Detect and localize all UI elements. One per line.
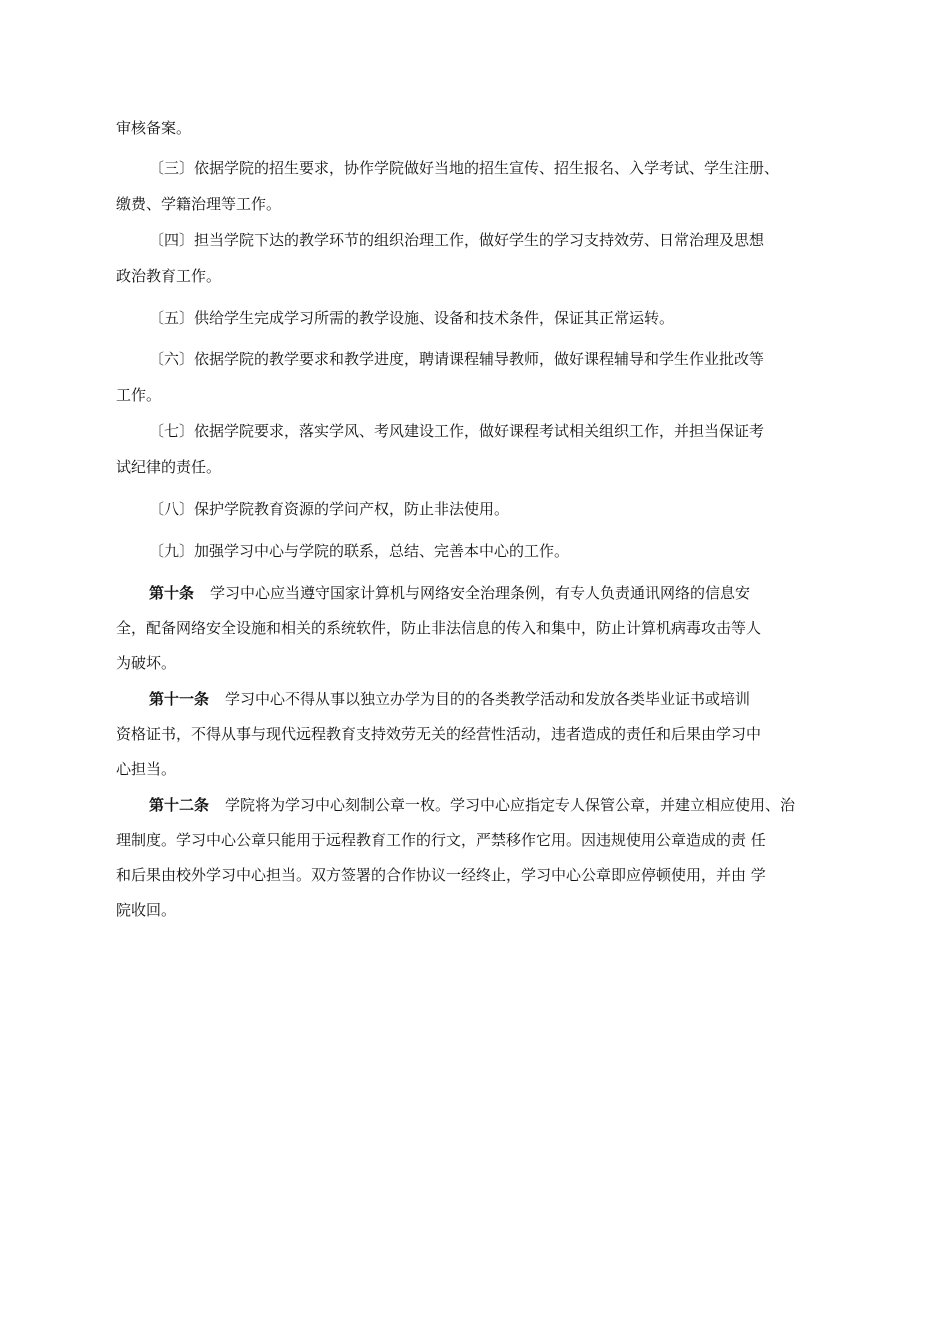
text-line: 工作。 [116, 386, 162, 404]
article-12-text: 学院将为学习中心刻制公章一枚。学习中心应指定专人保管公章，并建立相应使用、治 [225, 796, 796, 814]
text-line: 〔七〕依据学院要求，落实学风、考风建设工作，做好课程考试相关组织工作，并担当保证考 [149, 422, 765, 440]
text-line: 〔三〕依据学院的招生要求，协作学院做好当地的招生宣传、招生报名、入学考试、学生注册、 [149, 159, 780, 177]
text-line: 〔五〕供给学生完成学习所需的教学设施、设备和技术条件，保证其正常运转。 [149, 309, 675, 327]
text-line: 为破坏。 [116, 654, 177, 672]
article-10-heading: 第十条 [149, 584, 195, 602]
text-line: 〔八〕保护学院教育资源的学问产权，防止非法使用。 [149, 500, 510, 518]
article-12-heading: 第十二条 [149, 796, 210, 814]
text-line: 〔九〕加强学习中心与学院的联系，总结、完善本中心的工作。 [149, 542, 570, 560]
text-line: 政治教育工作。 [116, 267, 222, 285]
article-10-line [149, 583, 750, 603]
text-line: 〔六〕依据学院的教学要求和教学进度，聘请课程辅导教师，做好课程辅导和学生作业批改等 [149, 350, 765, 368]
article-10-text: 学习中心应当遵守国家计算机与网络安全治理条例，有专人负责通讯网络的信息安 [210, 584, 751, 602]
text-line: 资格证书，不得从事与现代远程教育支持效劳无关的经营性活动，违者造成的责任和后果由学习中 [116, 725, 762, 743]
text-line: 院收回。 [116, 901, 177, 919]
text-line: 试纪律的责任。 [116, 458, 222, 476]
text-line: 缴费、学籍治理等工作。 [116, 195, 282, 213]
article-11-line [149, 689, 750, 709]
text-line: 理制度。学习中心公章只能用于远程教育工作的行文，严禁移作它用。因违规使用公章造成的责 任 [116, 831, 766, 849]
text-line: 心担当。 [116, 760, 177, 778]
article-11-text: 学习中心不得从事以独立办学为目的的各类教学活动和发放各类毕业证书或培训 [225, 690, 751, 708]
text-line: 和后果由校外学习中心担当。双方签署的合作协议一经终止，学习中心公章即应停顿使用，并由 学 [116, 866, 766, 884]
article-11-heading: 第十一条 [149, 690, 210, 708]
text-line: 全，配备网络安全设施和相关的系统软件，防止非法信息的传入和集中，防止计算机病毒攻击等人 [116, 619, 762, 637]
text-line: 审核备案。 [116, 119, 192, 137]
text-line: 〔四〕担当学院下达的教学环节的组织治理工作，做好学生的学习支持效劳、日常治理及思想 [149, 231, 765, 249]
article-12-line [149, 795, 795, 815]
